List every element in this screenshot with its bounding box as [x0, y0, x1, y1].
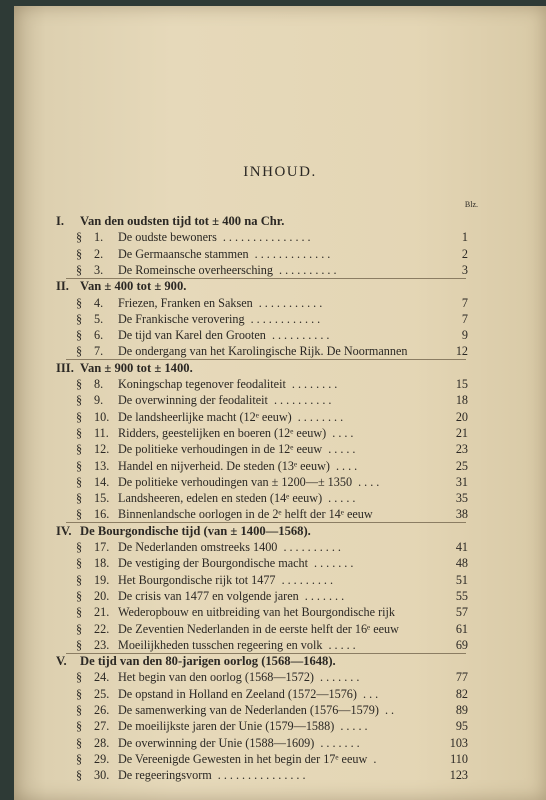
section-sign: § — [76, 377, 83, 391]
toc-section — [76, 409, 468, 425]
section-sign: § — [76, 311, 83, 326]
page-number: 20 — [455, 409, 468, 424]
toc-section — [76, 604, 468, 620]
dot-leader: ....... — [308, 556, 357, 571]
section-sign: § — [76, 507, 83, 522]
toc-section — [76, 751, 468, 767]
toc-section — [76, 458, 468, 474]
section-sign: § — [76, 588, 83, 603]
section-sign: § — [76, 295, 83, 310]
section-sign: § — [76, 670, 83, 685]
page-number: 48 — [455, 556, 468, 571]
page-number: 123 — [449, 768, 468, 783]
section-title: Moeilijkheden tusschen regeering en volk — [118, 637, 323, 652]
section-title: De overwinning der Unie (1588—1609) — [118, 735, 315, 750]
dot-leader: ..... — [322, 637, 359, 652]
section-number: 3. — [94, 262, 104, 277]
section-sign: § — [76, 621, 83, 636]
toc-section — [76, 555, 468, 571]
toc-chapter — [56, 360, 468, 376]
section-title: Friezen, Franken en Saksen — [118, 295, 253, 310]
dot-leader: .... — [352, 474, 383, 489]
book-page — [14, 6, 546, 800]
section-number: 18. — [94, 556, 110, 571]
page-number: 31 — [455, 474, 468, 489]
section-sign: § — [76, 768, 83, 783]
section-sign: § — [76, 751, 83, 766]
section-title: De overwinning der feodaliteit — [118, 393, 268, 408]
chapter-title: Van den oudsten tijd tot ± 400 na Chr. — [80, 214, 285, 228]
dot-leader: ........ — [285, 377, 341, 391]
dot-leader: ....... — [298, 588, 348, 603]
toc-section — [76, 718, 468, 734]
toc-chapter — [56, 653, 468, 669]
chapter-title: De Bourgondische tijd (van ± 1400—1568). — [80, 523, 311, 538]
section-title: De Vereenigde Gewesten in het begin der 17ᵉ eeuw — [118, 751, 368, 766]
page-number: 82 — [455, 686, 468, 701]
dot-leader: . — [367, 751, 380, 766]
section-title: De oudste bewoners — [118, 230, 217, 245]
section-sign: § — [76, 442, 83, 457]
toc-section — [76, 311, 468, 327]
section-sign: § — [76, 344, 83, 359]
toc-section — [76, 474, 468, 490]
page-number: 7 — [461, 311, 468, 326]
page-number: 35 — [455, 491, 468, 506]
section-number: 28. — [94, 735, 110, 750]
section-number: 20. — [94, 588, 110, 603]
toc-chapter — [56, 523, 468, 539]
section-number: 23. — [94, 637, 110, 652]
toc-section — [76, 343, 468, 359]
section-number: 24. — [94, 670, 110, 685]
section-number: 21. — [94, 605, 110, 620]
toc-section — [76, 588, 468, 604]
page-number: 1 — [461, 230, 468, 245]
section-number: 8. — [94, 377, 104, 391]
section-sign: § — [76, 425, 83, 440]
dot-leader: .......... — [273, 262, 340, 277]
section-title: De landsheerlijke macht (12ᵉ eeuw) — [118, 409, 292, 424]
section-title: Binnenlandsche oorlogen in de 2ᵉ helft der 14ᵉ eeuw — [118, 507, 373, 522]
dot-leader: ....... — [314, 735, 363, 750]
chapter-title: Van ± 900 tot ± 1400. — [80, 360, 193, 375]
toc-section — [76, 621, 468, 637]
dot-leader: ........ — [291, 409, 347, 424]
dot-leader: ..... — [334, 719, 371, 734]
section-title: De Nederlanden omstreeks 1400 — [118, 540, 278, 554]
toc-section — [76, 425, 468, 441]
page-number: 110 — [450, 751, 468, 766]
toc-section — [76, 441, 468, 457]
section-number: 4. — [94, 295, 104, 310]
toc-section — [76, 490, 468, 506]
toc-section — [76, 735, 468, 751]
section-sign: § — [76, 230, 83, 245]
section-sign: § — [76, 246, 83, 261]
toc-section — [76, 295, 468, 311]
toc-section — [76, 637, 468, 653]
section-number: 7. — [94, 344, 104, 359]
section-title: Landsheeren, edelen en steden (14ᵉ eeuw) — [118, 491, 323, 506]
section-sign: § — [76, 735, 83, 750]
toc-section — [76, 262, 468, 278]
section-title: De Frankische verovering — [118, 311, 245, 326]
section-number: 2. — [94, 246, 104, 261]
section-title: Koningschap tegenover feodaliteit — [118, 377, 286, 391]
page-number: 57 — [455, 605, 468, 620]
page-number: 12 — [455, 344, 468, 359]
toc-section — [76, 686, 468, 702]
page-number: 2 — [461, 246, 468, 261]
chapter-title: Van ± 400 tot ± 900. — [80, 279, 187, 294]
page-number: 77 — [455, 670, 468, 685]
dot-leader: .... — [329, 458, 361, 473]
chapter-number: I. — [56, 214, 65, 228]
section-sign: § — [76, 458, 83, 473]
section-number: 19. — [94, 572, 110, 587]
toc-section — [76, 669, 468, 685]
section-sign: § — [76, 719, 83, 734]
section-title: De tijd van Karel den Grooten — [118, 328, 266, 343]
page-number: 61 — [455, 621, 468, 636]
section-number: 10. — [94, 409, 110, 424]
section-number: 30. — [94, 768, 110, 783]
page-number: 21 — [455, 425, 468, 440]
chapter-number: V. — [56, 654, 67, 669]
page-number: 89 — [455, 703, 468, 717]
page-number: 103 — [449, 735, 468, 750]
section-title: Handel en nijverheid. De steden (13ᵉ eeuw) — [118, 458, 330, 473]
dot-leader: .......... — [277, 540, 344, 554]
page-number: 23 — [455, 442, 468, 457]
dot-leader: ..... — [322, 442, 359, 457]
dot-leader: ... — [356, 686, 382, 701]
chapter-title: De tijd van den 80-jarigen oorlog (1568—1648). — [80, 654, 336, 669]
section-sign: § — [76, 572, 83, 587]
page-number: 18 — [455, 393, 468, 408]
toc-section — [76, 327, 468, 343]
page-number: 55 — [455, 588, 468, 603]
dot-leader: .. — [378, 703, 398, 717]
dot-leader: .......... — [267, 393, 335, 408]
dot-leader: .......... — [265, 328, 333, 343]
section-number: 15. — [94, 491, 110, 506]
section-number: 25. — [94, 686, 110, 701]
section-sign: § — [76, 262, 83, 277]
section-title: De crisis van 1477 en volgende jaren — [118, 588, 299, 603]
section-sign: § — [76, 474, 83, 489]
section-number: 27. — [94, 719, 110, 734]
section-number: 12. — [94, 442, 110, 457]
section-number: 13. — [94, 458, 110, 473]
toc-section — [76, 539, 468, 555]
section-title: Het begin van den oorlog (1568—1572) — [118, 670, 314, 685]
section-title: Ridders, geestelijken en boeren (12ᵉ eeuw) — [118, 425, 327, 440]
section-title: De Romeinsche overheersching — [118, 262, 273, 277]
section-number: 14. — [94, 474, 110, 489]
page-number: 15 — [455, 377, 468, 391]
section-sign: § — [76, 605, 83, 620]
chapter-number: IV. — [56, 523, 72, 538]
section-number: 26. — [94, 703, 110, 717]
section-number: 17. — [94, 540, 110, 554]
section-title: Wederopbouw en uitbreiding van het Bourgondische rijk — [118, 605, 396, 620]
section-sign: § — [76, 556, 83, 571]
section-number: 1. — [94, 230, 104, 245]
section-title: De regeeringsvorm — [118, 768, 212, 783]
dot-leader: ........... — [252, 295, 326, 310]
toc-section — [76, 392, 468, 408]
section-title: De Germaansche stammen — [118, 246, 249, 261]
page-number: 38 — [455, 507, 468, 522]
page-number: 9 — [461, 328, 468, 343]
dot-leader: ............... — [211, 768, 309, 783]
toc-section — [76, 229, 468, 245]
section-title: De politieke verhoudingen in de 12ᵉ eeuw — [118, 442, 323, 457]
section-number: 6. — [94, 328, 104, 343]
page-number: 7 — [461, 295, 468, 310]
chapter-number: II. — [56, 279, 69, 294]
section-sign: § — [76, 686, 83, 701]
page-number: 41 — [455, 540, 468, 554]
section-title: De opstand in Holland en Zeeland (1572—1576) — [118, 686, 357, 701]
dot-leader: ..... — [322, 491, 359, 506]
section-number: 5. — [94, 311, 104, 326]
section-title: De vestiging der Bourgondische macht — [118, 556, 308, 571]
toc-chapter — [56, 278, 468, 294]
section-sign: § — [76, 491, 83, 506]
dot-leader: ............. — [248, 246, 334, 261]
toc-section — [76, 376, 468, 392]
dot-leader: ............ — [244, 311, 324, 326]
toc-section — [76, 572, 468, 588]
section-sign: § — [76, 328, 83, 343]
section-number: 22. — [94, 621, 110, 636]
section-title: De ondergang van het Karolingische Rijk. De Noormannen — [118, 344, 408, 359]
page-column-label: Blz. — [464, 200, 478, 209]
section-number: 16. — [94, 507, 110, 522]
toc-section — [76, 767, 468, 783]
section-sign: § — [76, 393, 83, 408]
toc-section — [76, 702, 468, 718]
section-sign: § — [76, 409, 83, 424]
page-number: 95 — [455, 719, 468, 734]
section-number: 11. — [94, 425, 109, 440]
section-title: Het Bourgondische rijk tot 1477 — [118, 572, 276, 587]
section-sign: § — [76, 703, 83, 717]
section-title: De samenwerking van de Nederlanden (1576—1579) — [118, 703, 379, 717]
page-number: 3 — [461, 262, 468, 277]
dot-leader: ............... — [216, 230, 314, 245]
toc-chapter — [56, 213, 468, 229]
section-title: De Zeventien Nederlanden in de eerste helft der 16ᵉ eeuw — [118, 621, 399, 636]
page-number: 25 — [455, 458, 468, 473]
toc-section — [76, 246, 468, 262]
section-number: 29. — [94, 751, 110, 766]
dot-leader: .... — [326, 425, 357, 440]
section-number: 9. — [94, 393, 104, 408]
section-title: De politieke verhoudingen van ± 1200—± 1350 — [118, 474, 353, 489]
page-title: INHOUD. — [243, 164, 317, 180]
section-sign: § — [76, 637, 83, 652]
dot-leader: ....... — [313, 670, 363, 685]
toc-section — [76, 506, 468, 522]
chapter-number: III. — [56, 360, 74, 375]
section-sign: § — [76, 540, 83, 554]
section-title: De moeilijkste jaren der Unie (1579—1588) — [118, 719, 335, 734]
dot-leader: ......... — [275, 572, 336, 587]
page-number: 51 — [455, 572, 468, 587]
page-number: 69 — [455, 637, 468, 652]
